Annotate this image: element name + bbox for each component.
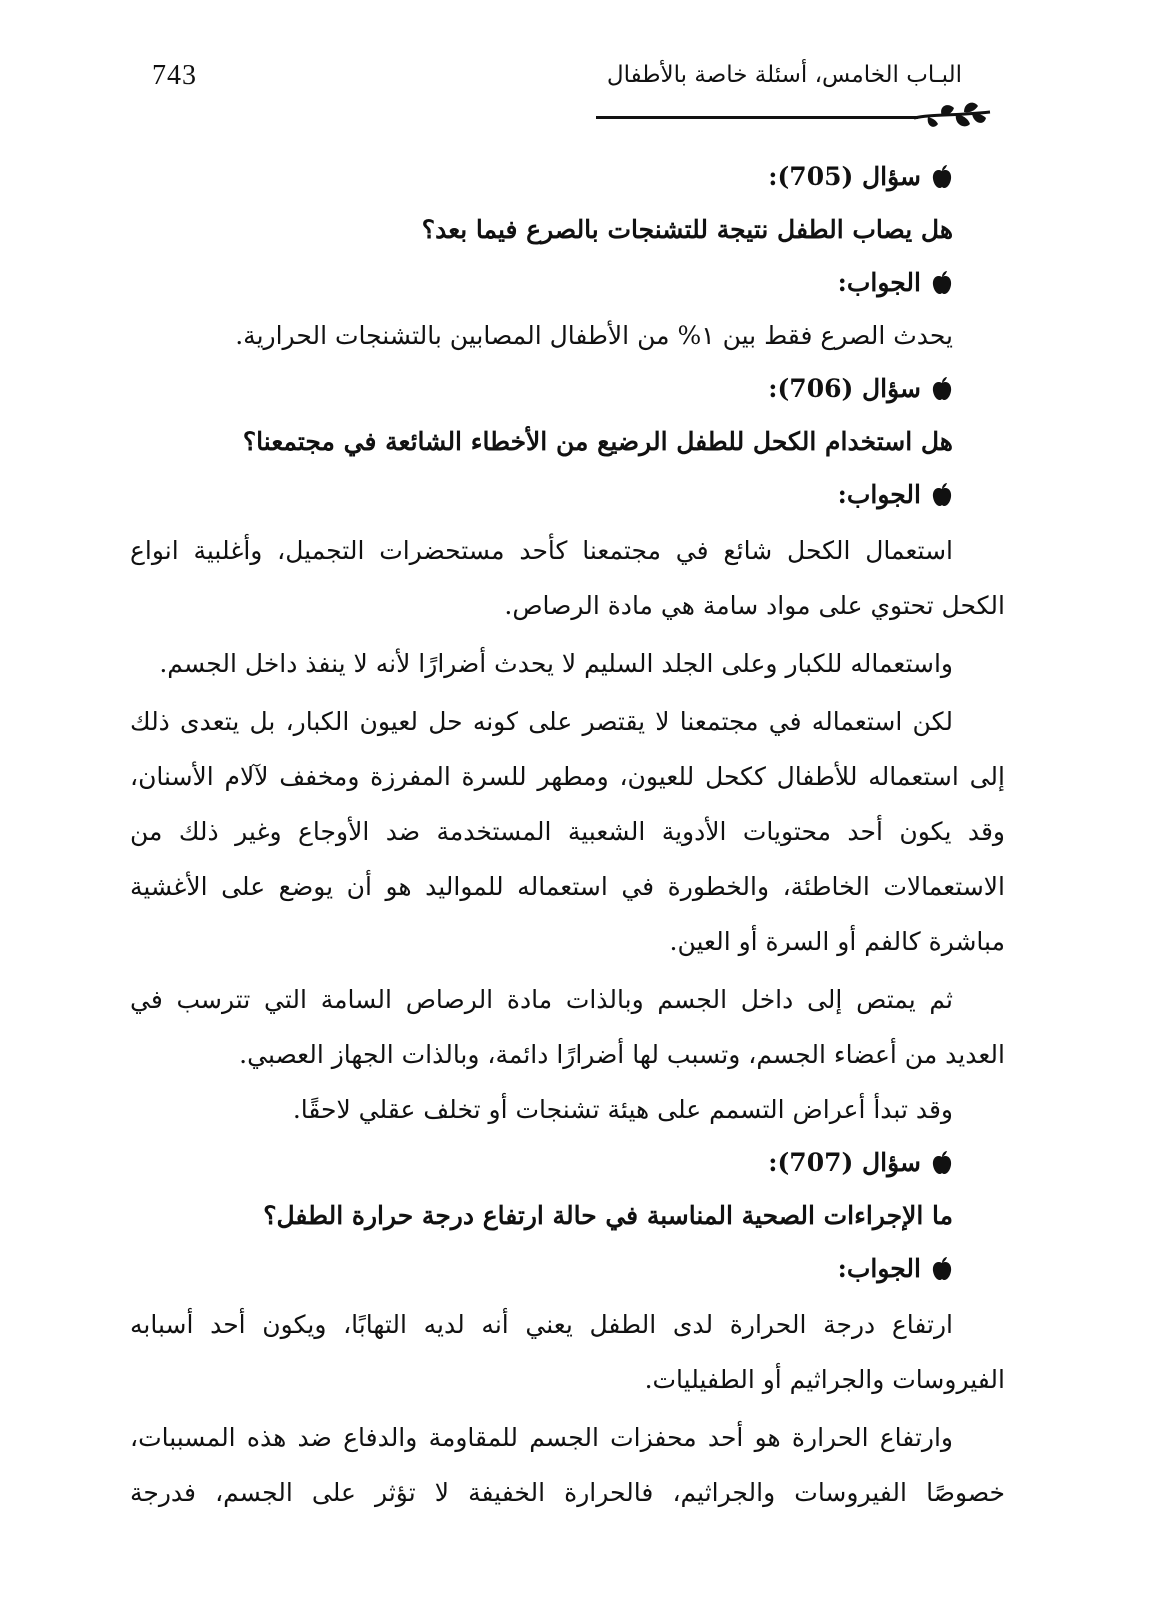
- question-text: هل يصاب الطفل نتيجة للتشنجات بالصرع فيما بعد؟: [421, 215, 953, 244]
- answer-label: الجواب:: [837, 268, 921, 297]
- apple-icon: [931, 1150, 953, 1176]
- apple-icon: [931, 1256, 953, 1282]
- question-text: ما الإجراءات الصحية المناسبة في حالة ارتفاع درجة حرارة الطفل؟: [263, 1201, 953, 1230]
- apple-icon: [931, 482, 953, 508]
- apple-icon: [931, 376, 953, 402]
- answer-heading: [130, 1244, 1005, 1297]
- answer-paragraph: وارتفاع الحرارة هو أحد محفزات الجسم للمقاومة والدفاع ضد هذه المسببات، خصوصًا الفيروسات والجراثيم، فالحرارة الخفيفة لا تؤثر على الجسم، فدرجة: [130, 1423, 1005, 1507]
- answer-paragraph: ارتفاع درجة الحرارة لدى الطفل يعني أنه لديه التهابًا، ويكون أحد أسبابه الفيروسات والجراثيم أو الطفيليات.: [130, 1310, 1005, 1394]
- question-text: هل استخدام الكحل للطفل الرضيع من الأخطاء الشائعة في مجتمعنا؟: [242, 427, 953, 456]
- answer-text: يحدث الصرع فقط بين ١% من الأطفال المصابين بالتشنجات الحرارية.: [235, 321, 953, 350]
- apple-icon: [931, 164, 953, 190]
- question-label: سؤال (707):: [768, 1148, 921, 1177]
- running-header: البـاب الخامس، أسئلة خاصة بالأطفال: [606, 62, 962, 88]
- answer-label: الجواب:: [837, 1254, 921, 1283]
- header-rule: [596, 116, 918, 119]
- answer-paragraph: ثم يمتص إلى داخل الجسم وبالذات مادة الرصاص السامة التي تترسب في العديد من أعضاء الجسم، وتسبب لها أضرارًا دائمة، وبالذات الجهاز العصبي.: [130, 985, 1005, 1069]
- page-number: 743: [152, 60, 197, 91]
- answer-label: الجواب:: [837, 480, 921, 509]
- page-body: [130, 152, 1005, 1523]
- answer-paragraph: واستعماله للكبار وعلى الجلد السليم لا يحدث أضرارًا لأنه لا ينفذ داخل الجسم.: [159, 649, 953, 678]
- question-heading-707: [130, 1138, 1005, 1191]
- apple-icon: [931, 270, 953, 296]
- answer-paragraph: لكن استعماله في مجتمعنا لا يقتصر على كونه حل لعيون الكبار، بل يتعدى ذلك إلى استعماله للأطفال ككحل للعيون، ومطهر للسرة المفرزة ومخفف لآلام الأسنان، وقد يكون أحد محتويات الأدوية الشعبية المستخدمة ضد الأوجاع وغير ذلك من الاستعمالات الخاطئة، والخطورة في استعماله للمواليد هو أن يوضع على الأغشية مباشرة كالفم أو السرة أو العين.: [130, 707, 1005, 956]
- question-heading-706: [130, 364, 1005, 417]
- answer-heading: [130, 470, 1005, 523]
- question-label: سؤال (706):: [768, 374, 921, 403]
- answer-heading: [130, 258, 1005, 311]
- leaf-branch-icon: [912, 100, 992, 134]
- answer-paragraph: استعمال الكحل شائع في مجتمعنا كأحد مستحضرات التجميل، وأغلبية انواع الكحل تحتوي على مواد سامة هي مادة الرصاص.: [130, 536, 1005, 620]
- answer-text: وقد تبدأ أعراض التسمم على هيئة تشنجات أو تخلف عقلي لاحقًا.: [292, 1095, 953, 1124]
- question-label: سؤال (705):: [768, 162, 921, 191]
- question-heading-705: [130, 152, 1005, 205]
